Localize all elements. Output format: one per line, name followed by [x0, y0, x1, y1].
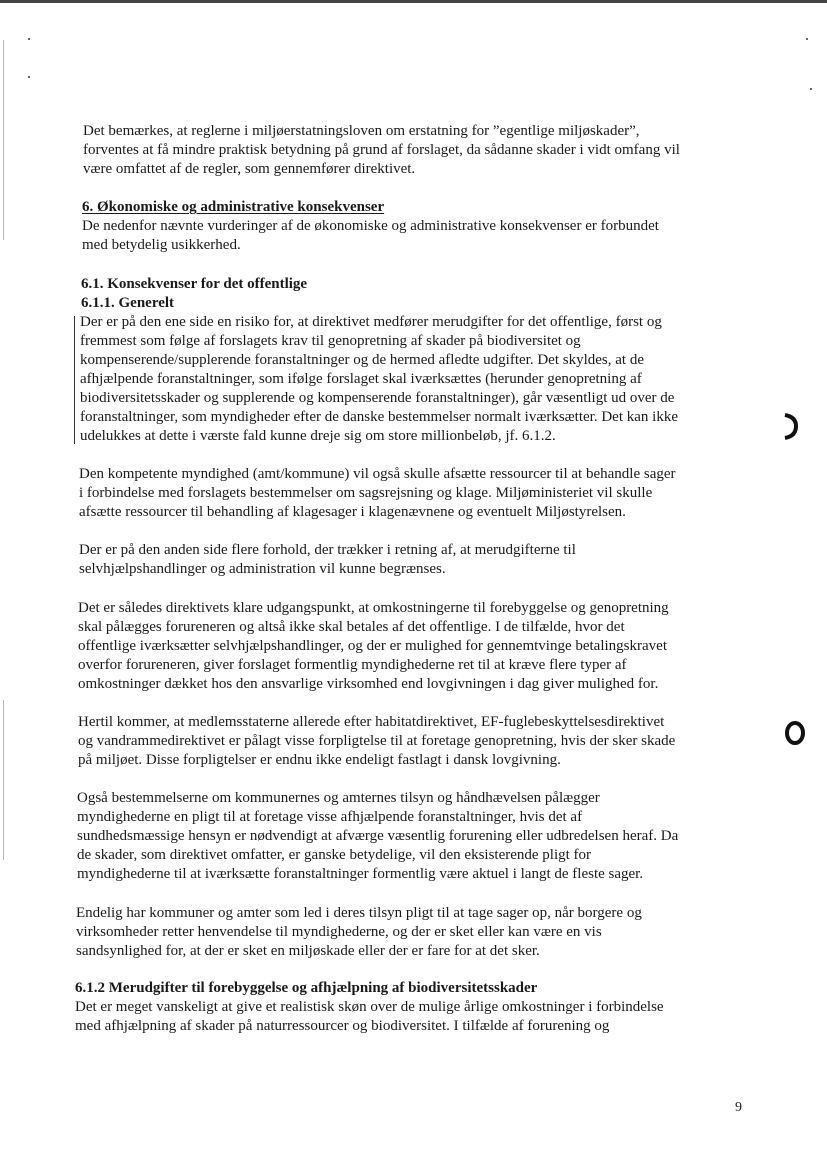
- text-line: i forbindelse med forslagets bestemmelser om sagsrejsning og klage. Miljøministeriet vil skulle: [79, 485, 653, 501]
- text-line: kompenserende/supplerende foranstaltninger og de hermed afledte udgifter. Det skyldes, at de: [80, 352, 644, 368]
- section-6-1: [81, 275, 307, 313]
- text-line: Hertil kommer, at medlemsstaterne allerede efter habitatdirektivet, EF-fuglebeskyttelsesdirektivet: [78, 714, 665, 730]
- revision-margin-bar: [74, 316, 75, 444]
- subsection-heading: 6.1.2 Merudgifter til forebyggelse og afhjælpning af biodiversitetsskader: [75, 980, 538, 996]
- section-6-1-2: [75, 979, 664, 1036]
- text-line: foranstaltninger, som myndigheder efter de danske bestemmelser normalt iværksætter. Det kan ikke: [80, 409, 678, 425]
- paragraph: [76, 904, 642, 961]
- text-line: skal pålægges forureneren og altså ikke skal betales af det offentlige. I de tilfælde, hvor det: [78, 619, 625, 635]
- text-line: sundhedsmæssige hensyn er nødvendigt at afværge væsentlig forurening eller udbredelsen heraf. Da: [77, 828, 679, 844]
- text-line: Endelig har kommuner og amter som led i deres tilsyn pligt til at tage sager op, når borgere og: [76, 905, 642, 921]
- subsection-heading: 6.1.1. Generelt: [81, 295, 175, 311]
- text-line: Der er på den anden side flere forhold, der trækker i retning af, at merudgifterne til: [79, 542, 576, 558]
- text-line: selvhjælpshandlinger og administration vil kunne begrænses.: [79, 561, 446, 577]
- text-line: Det er således direktivets klare udgangspunkt, at omkostningerne til forebyggelse og genopretning: [78, 600, 669, 616]
- text-line: forventes at få mindre praktisk betydning på grund af forslaget, da sådanne skader i vidt omfang vil: [83, 142, 680, 158]
- text-line: de skader, som direktivet omfatter, er ganske betydelige, vil den eksisterende pligt for: [77, 847, 592, 863]
- paragraph: [79, 465, 676, 522]
- text-line: Der er på den ene side en risiko for, at direktivet medfører merudgifter for det offentlige, først og: [80, 314, 662, 330]
- paragraph: [77, 789, 678, 884]
- text-line: virksomheder retter henvendelse til myndighederne, og der er sket eller kan være en vis: [76, 924, 602, 940]
- text-line: offentlige iværksætter selvhjælpshandlinger, og der er mulighed for gennemtvinge betalingskravet: [78, 638, 667, 654]
- punch-hole-mark-icon: [780, 411, 802, 441]
- text-line: afhjælpende foranstaltninger, som ifølge forslaget skal iværksættes (herunder genopretning af: [80, 371, 642, 387]
- section-heading: 6. Økonomiske og administrative konsekvenser: [82, 199, 385, 215]
- text-line: omkostninger dækket hos den ansvarlige virksomhed end lovgivningen i dag giver mulighed for.: [78, 676, 659, 692]
- text-line: på miljøet. Disse forpligtelser er endnu ikke endeligt fastlagt i dansk lovgivning.: [78, 752, 561, 768]
- section-heading: 6.1. Konsekvenser for det offentlige: [81, 276, 308, 292]
- paragraph: [78, 599, 669, 694]
- text-line: med afhjælpning af skader på naturressourcer og biodiversitet. I tilfælde af forurening og: [75, 1018, 610, 1034]
- text-line: afsætte ressourcer til behandling af klagesager i klagenævnene og eventuelt Miljøstyrelsen.: [79, 504, 626, 520]
- text-line: sandsynlighed for, at der er sket en miljøskade eller der er fare for at det sker.: [76, 943, 540, 959]
- paragraph: [78, 713, 675, 770]
- text-line: overfor forureneren, giver forslaget formentlig myndighederne ret til at kræve flere typer af: [78, 657, 627, 673]
- text-line: og vandrammedirektivet er pålagt visse forpligtelse til at foretage genopretning, hvis der sker skade: [78, 733, 676, 749]
- punch-hole-ring-icon: [783, 718, 809, 748]
- text-line: udelukkes at dette i værste fald kunne dreje sig om store millionbeløb, jf. 6.1.2.: [80, 428, 556, 444]
- text-line: Også bestemmelserne om kommunernes og amternes tilsyn og håndhævelsen pålægger: [77, 790, 600, 806]
- text-line: myndighederne en pligt til at foretage visse afhjælpende foranstaltninger, hvis det af: [77, 809, 583, 825]
- text-line: biodiversitetsskader og supplerende og kompenserende foranstaltninger), går væsentligt ud over de: [80, 390, 675, 406]
- text-line: Den kompetente myndighed (amt/kommune) vil også skulle afsætte ressourcer til at behandle sager: [79, 466, 676, 482]
- paragraph: [79, 541, 576, 579]
- text-line: være omfattet af de regler, som gennemfører direktivet.: [83, 161, 416, 177]
- text-line: myndighederne til at iværksætte foranstaltninger formentlig være aktuel i langt de fleste sager.: [77, 866, 644, 882]
- paragraph: [80, 313, 678, 446]
- text-line: med betydelig usikkerhed.: [82, 237, 241, 253]
- text-line: fremmest som følge af forslagets krav til genopretning af skader på biodiversitet og: [80, 333, 581, 349]
- text-line: Det er meget vanskeligt at give et realistisk skøn over de mulige årlige omkostninger i forbindelse: [75, 999, 664, 1015]
- text-line: Det bemærkes, at reglerne i miljøerstatningsloven om erstatning for ”egentlige miljøskader”,: [83, 123, 640, 139]
- intro-paragraph: [83, 122, 680, 179]
- section-6: [82, 198, 659, 255]
- page-number: 9: [735, 1100, 742, 1115]
- text-line: De nedenfor nævnte vurderinger af de økonomiske og administrative konsekvenser er forbundet: [82, 218, 659, 234]
